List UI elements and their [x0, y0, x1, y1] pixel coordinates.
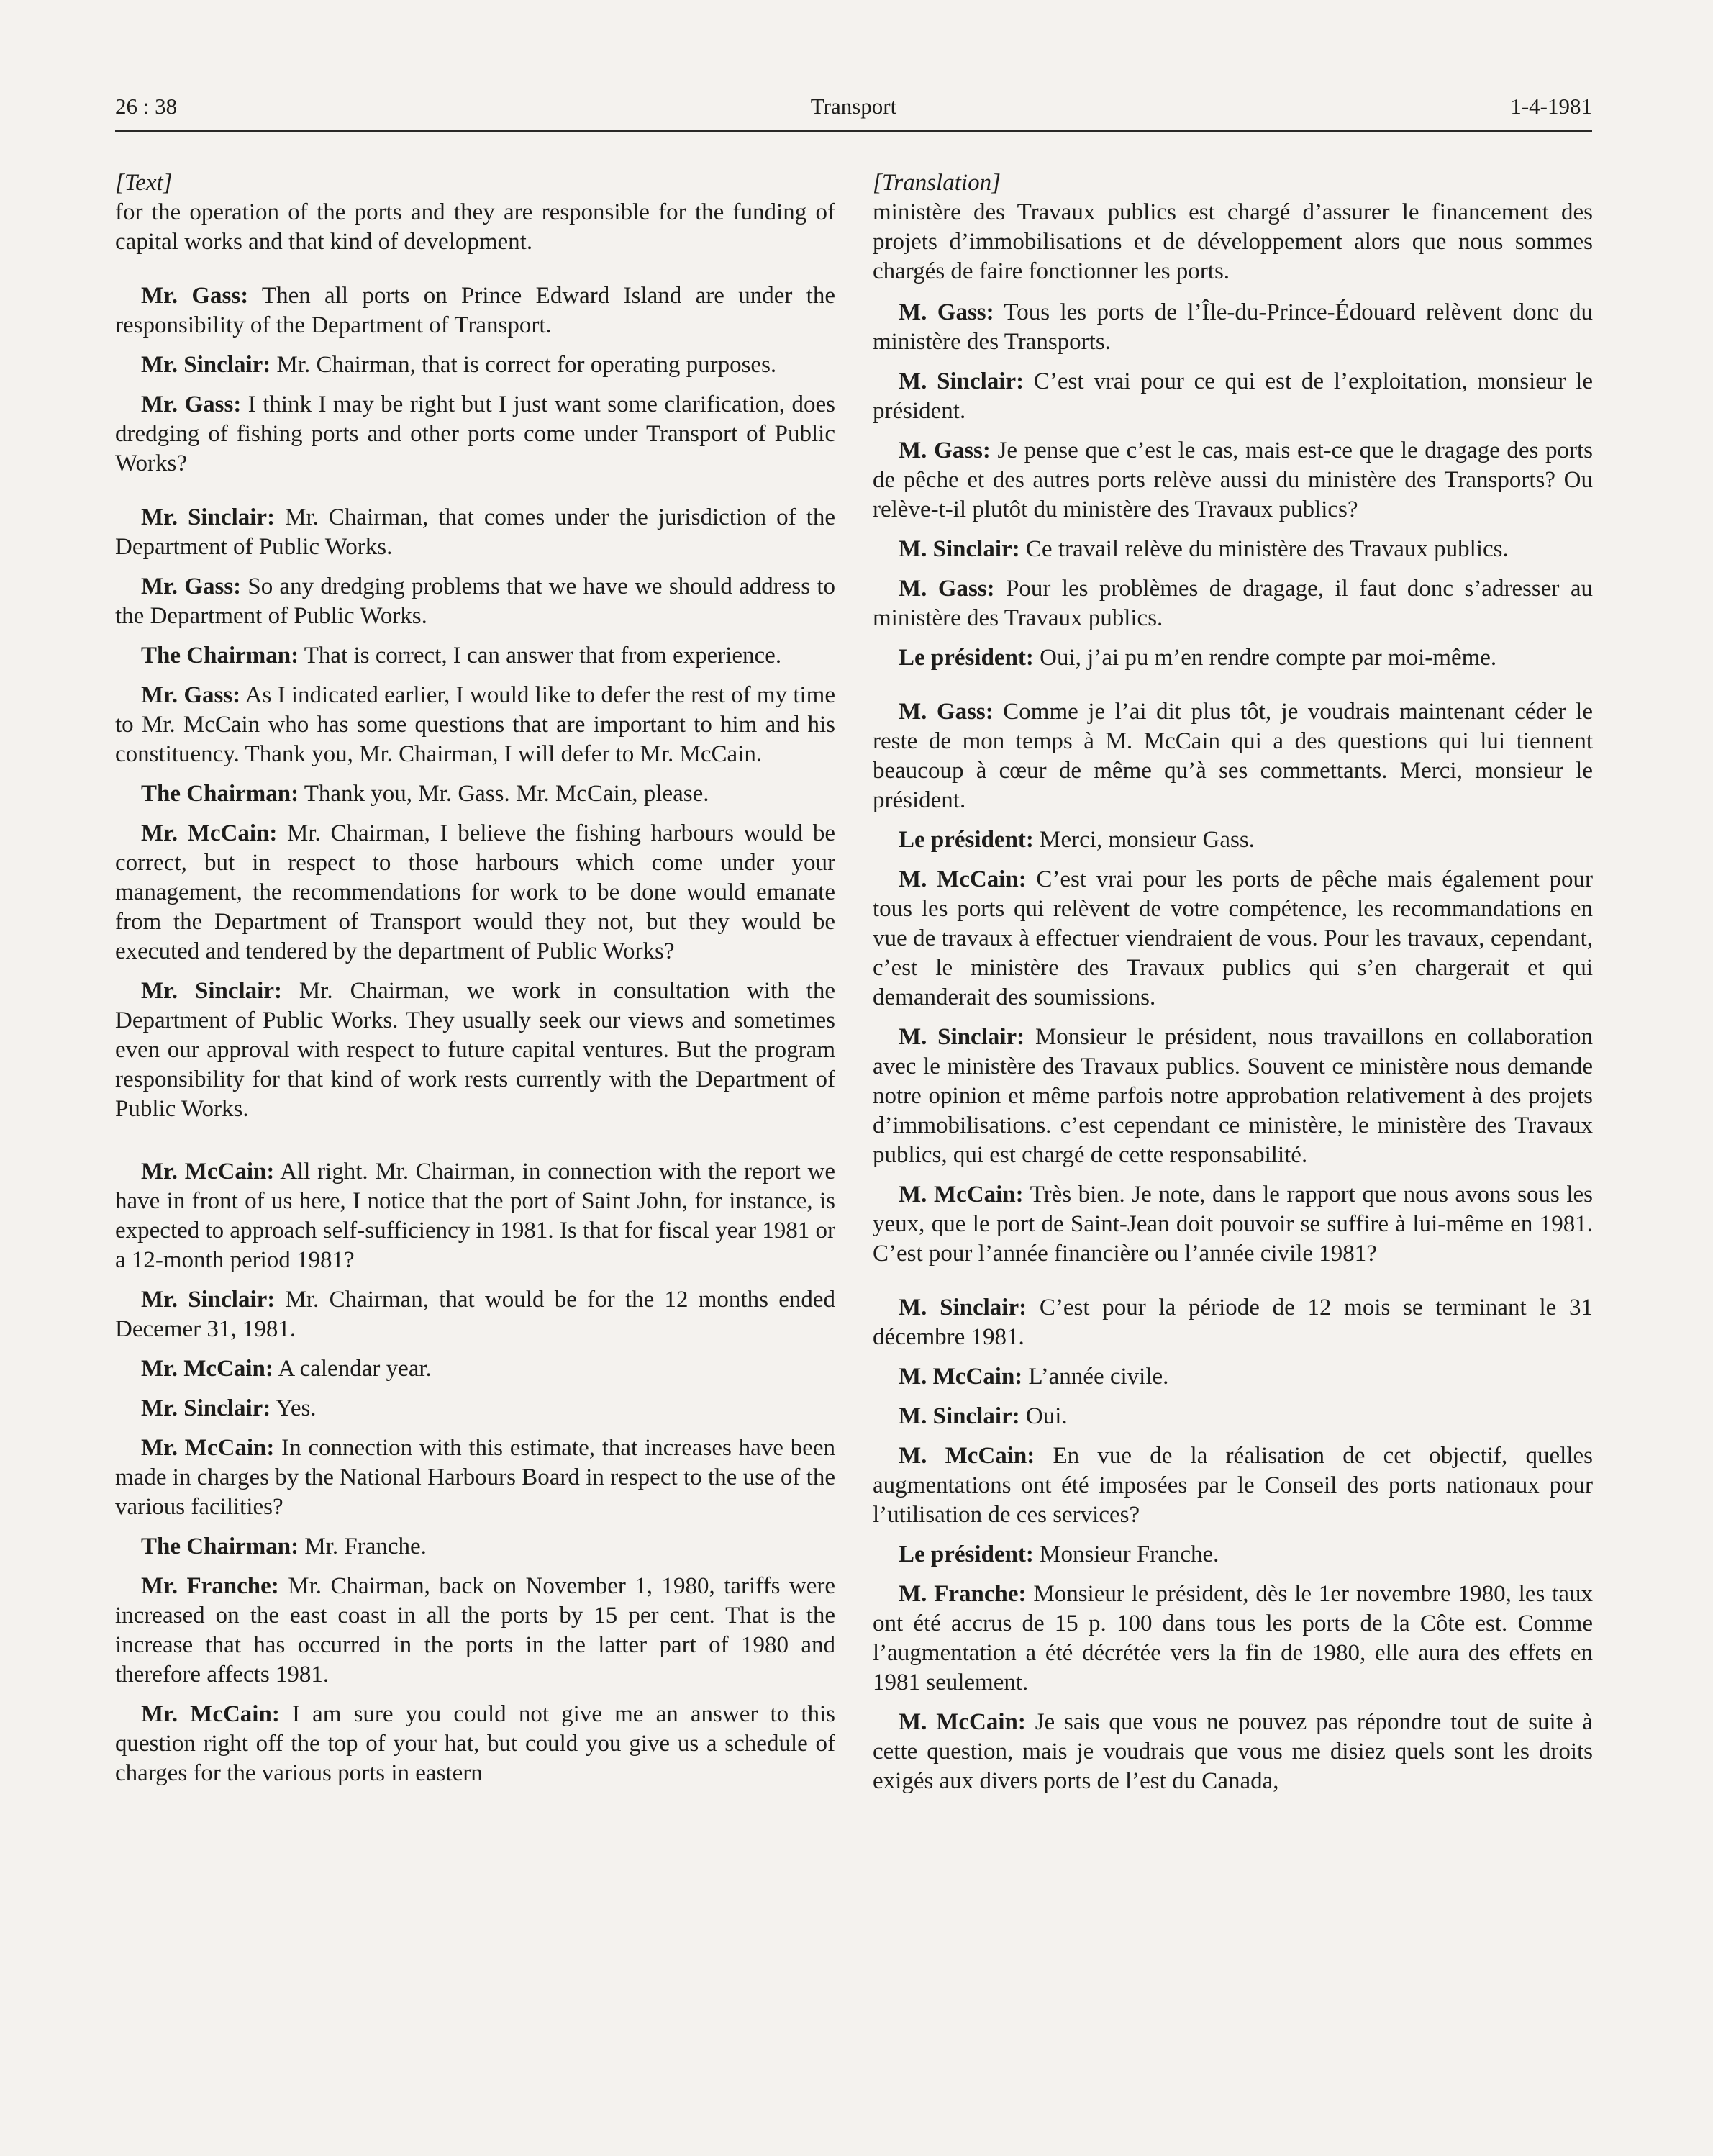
speech-text: Mr. Chairman, I believe the fishing harbours would be correct, but in respect to those harbours which come under your management, the recommendations for work to be done would emanate from the Department of Transport would they not, but they would be executed and tendered by the department of Public Works?: [115, 820, 835, 964]
transcript-paragraph: [115, 1572, 835, 1690]
column-tag-text: [Text]: [115, 170, 173, 196]
speaker-name: M. Gass:: [899, 438, 991, 463]
transcript-paragraph: [873, 198, 1593, 286]
speech-text: That is correct, I can answer that from experience.: [299, 643, 782, 669]
speech-text: Yes.: [271, 1395, 317, 1421]
transcript-paragraph: [115, 1532, 835, 1562]
transcript-paragraph: [873, 574, 1593, 633]
speech-text: All right. Mr. Chairman, in connection with the report we have in front of us here, I notice that the port of Saint John, for instance, is expected to approach self-sufficiency in 1981. Is that for fiscal year 1981 or a 12-month period 1981?: [115, 1159, 835, 1273]
speaker-name: Mr. Gass:: [141, 283, 249, 309]
transcript-paragraph: [873, 825, 1593, 855]
speech-text: I think I may be right but I just want some clarification, does dredging of fishing ports and other ports come under Transport of Public Works?: [115, 391, 835, 476]
speaker-name: Le président:: [899, 827, 1034, 853]
speaker-name: Mr. McCain:: [141, 1701, 280, 1727]
transcript-paragraph: [115, 572, 835, 631]
speaker-name: Mr. Sinclair:: [141, 504, 276, 530]
page-date: 1-4-1981: [1510, 94, 1592, 119]
speech-text: In connection with this estimate, that increases have been made in charges by the National Harbours Board in respect to the use of the various facilities?: [115, 1435, 835, 1520]
speaker-name: M. McCain:: [899, 1182, 1024, 1208]
speech-text: Ce travail relève du ministère des Travaux publics.: [1019, 536, 1509, 562]
transcript-paragraph: [115, 1354, 835, 1384]
transcript-paragraph: [115, 819, 835, 966]
speech-text: Pour les problèmes de dragage, il faut donc s’adresser au ministère des Travaux publics.: [873, 576, 1593, 631]
speech-text: L’année civile.: [1022, 1364, 1169, 1390]
transcript-paragraph: [115, 390, 835, 479]
speech-text: Mr. Chairman, that would be for the 12 months ended Decemer 31, 1981.: [115, 1287, 835, 1342]
speech-text: Oui.: [1019, 1403, 1068, 1429]
transcript-paragraph: [873, 1402, 1593, 1431]
speaker-name: Mr. Gass:: [141, 391, 242, 417]
speaker-name: The Chairman:: [141, 643, 299, 669]
speech-text: C’est pour la période de 12 mois se terminant le 31 décembre 1981.: [873, 1295, 1593, 1350]
speaker-name: Le président:: [899, 645, 1034, 671]
transcript-paragraph: [115, 281, 835, 340]
speech-text: ministère des Travaux publics est chargé d’assurer le financement des projets d’immobilisations et de développement alors que nous sommes chargés de faire fonctionner les ports.: [873, 199, 1593, 284]
speaker-name: Mr. Franche:: [141, 1573, 279, 1599]
transcript-paragraph: [873, 298, 1593, 357]
speaker-name: M. Sinclair:: [899, 368, 1024, 394]
transcript-paragraph: [873, 1540, 1593, 1570]
left-column-english: [115, 168, 835, 1798]
speaker-name: Mr. Sinclair:: [141, 352, 271, 378]
transcript-paragraph: [115, 1285, 835, 1344]
column-tag-translation: [Translation]: [873, 170, 1001, 196]
transcript-paragraph: [115, 503, 835, 562]
transcript-paragraph: [115, 1433, 835, 1522]
speech-text: So any dredging problems that we have we should address to the Department of Public Works.: [115, 574, 835, 629]
speaker-name: Mr. Sinclair:: [141, 1287, 276, 1313]
speech-text: for the operation of the ports and they are responsible for the funding of capital works and that kind of development.: [115, 199, 835, 255]
speech-text: A calendar year.: [273, 1356, 432, 1382]
transcript-paragraph: [873, 865, 1593, 1013]
speaker-name: M. Sinclair:: [899, 1024, 1025, 1050]
speaker-name: Le président:: [899, 1541, 1034, 1567]
speech-text: Mr. Chairman, that comes under the jurisdiction of the Department of Public Works.: [115, 504, 835, 560]
transcript-paragraph: [115, 1157, 835, 1275]
speech-text: Mr. Chairman, that is correct for operating purposes.: [271, 352, 777, 378]
speaker-name: M. McCain:: [899, 1443, 1035, 1469]
speech-text: Mr. Franche.: [299, 1534, 427, 1559]
speech-text: As I indicated earlier, I would like to defer the rest of my time to Mr. McCain who has some questions that are important to him and his constituency. Thank you, Mr. Chairman, I will defer to Mr. McCain.: [115, 682, 835, 767]
speech-text: Then all ports on Prince Edward Island are under the responsibility of the Department of Transport.: [115, 283, 835, 338]
speech-text: Monsieur le président, dès le 1er novembre 1980, les taux ont été accrus de 15 p. 100 dans tous les ports de la Côte est. Comme l’augmentation a été décrétée vers la fin de 1980, elle aura des effets en 1981 seulement.: [873, 1581, 1593, 1695]
speaker-name: Mr. McCain:: [141, 1435, 275, 1461]
transcript-paragraph: [115, 198, 835, 257]
speaker-name: Mr. Gass:: [141, 574, 242, 599]
speaker-name: The Chairman:: [141, 1534, 299, 1559]
transcript-paragraph: [873, 1441, 1593, 1530]
speech-text: I am sure you could not give me an answer to this question right off the top of your hat, but could you give us a schedule of charges for the various ports in eastern: [115, 1701, 835, 1786]
transcript-paragraph: [873, 643, 1593, 673]
transcript-paragraph: [115, 1700, 835, 1788]
speaker-name: Mr. Sinclair:: [141, 1395, 271, 1421]
transcript-paragraph: [873, 535, 1593, 564]
speaker-name: M. Sinclair:: [899, 1403, 1020, 1429]
speech-text: Thank you, Mr. Gass. Mr. McCain, please.: [299, 781, 709, 807]
speech-text: C’est vrai pour ce qui est de l’exploitation, monsieur le président.: [873, 368, 1593, 424]
speech-text: Monsieur le président, nous travaillons en collaboration avec le ministère des Travaux publics. Souvent ce ministère nous demande notre opinion et même parfois notre approbation relativement à des projets d’immobilisations. c’est cependant ce ministère, le ministère des Travaux publics, qui est chargé de cette responsabilité.: [873, 1024, 1593, 1168]
speaker-name: M. Sinclair:: [899, 536, 1020, 562]
transcript-paragraph: [115, 779, 835, 809]
speaker-name: M. Gass:: [899, 299, 994, 325]
speech-text: Mr. Chairman, back on November 1, 1980, tariffs were increased on the east coast in all the ports by 15 per cent. That is the increase that has occurred in the ports in the latter part of 1980 and therefore affects 1981.: [115, 1573, 836, 1688]
speech-text: Tous les ports de l’Île-du-Prince-Édouard relèvent donc du ministère des Transports.: [873, 299, 1593, 355]
speaker-name: M. Sinclair:: [899, 1295, 1027, 1321]
transcript-paragraph: [115, 977, 835, 1124]
transcript-paragraph: [873, 1580, 1593, 1698]
transcript-paragraph: [115, 1394, 835, 1423]
speech-text: Merci, monsieur Gass.: [1033, 827, 1255, 853]
speech-text: Très bien. Je note, dans le rapport que nous avons sous les yeux, que le port de Saint-Jean doit pouvoir se suffire à lui-même en 1981. C’est pour l’année financière ou l’année civile 1981?: [873, 1182, 1593, 1267]
transcript-paragraph: [873, 367, 1593, 426]
speaker-name: M. McCain:: [899, 866, 1027, 892]
speech-text: Monsieur Franche.: [1033, 1541, 1219, 1567]
speaker-name: M. McCain:: [899, 1709, 1026, 1735]
speaker-name: Mr. McCain:: [141, 820, 278, 846]
speaker-name: Mr. McCain:: [141, 1356, 273, 1382]
speaker-name: Mr. Sinclair:: [141, 978, 282, 1004]
speech-text: Comme je l’ai dit plus tôt, je voudrais maintenant céder le reste de mon temps à M. McCain qui a des questions qui lui tiennent beaucoup à cœur de même qu’à ses commettants. Merci, monsieur le président.: [873, 699, 1593, 813]
running-title: Transport: [810, 94, 897, 119]
page-number: 26 : 38: [115, 94, 178, 119]
speaker-name: M. Franche:: [899, 1581, 1027, 1607]
speech-text: Oui, j’ai pu m’en rendre compte par moi-même.: [1033, 645, 1497, 671]
speech-text: En vue de la réalisation de cet objectif, quelles augmentations ont été imposées par le Conseil des ports nationaux pour l’utilisation de ces services?: [873, 1443, 1593, 1528]
transcript-paragraph: [873, 1293, 1593, 1352]
speaker-name: M. Gass:: [899, 699, 994, 725]
speech-text: Je sais que vous ne pouvez pas répondre tout de suite à cette question, mais je voudrais que vous me disiez quels sont les droits exigés aux divers ports de l’est du Canada,: [873, 1709, 1593, 1794]
speaker-name: M. Gass:: [899, 576, 995, 602]
speaker-name: M. McCain:: [899, 1364, 1023, 1390]
speaker-name: Mr. McCain:: [141, 1159, 275, 1185]
transcript-paragraph: [873, 1180, 1593, 1269]
transcript-paragraph: [873, 1023, 1593, 1170]
speaker-name: The Chairman:: [141, 781, 299, 807]
transcript-paragraph: [873, 436, 1593, 525]
speech-text: C’est vrai pour les ports de pêche mais également pour tous les ports qui relèvent de votre compétence, les recommandations en vue de travaux à effectuer viendraient de vous. Pour les travaux, cependant, c’est le ministère des Travaux publics qui s’en chargerait et qui demanderait des soumissions.: [873, 866, 1593, 1010]
speech-text: Je pense que c’est le cas, mais est-ce que le dragage des ports de pêche et des autres ports relève aussi du ministère des Transports? Ou relève-t-il plutôt du ministère des Travaux publics?: [873, 438, 1593, 522]
speaker-name: Mr. Gass:: [141, 682, 241, 708]
right-column-french: [873, 168, 1593, 1806]
transcript-paragraph: [115, 350, 835, 380]
transcript-paragraph: [115, 681, 835, 769]
speech-text: Mr. Chairman, we work in consultation with the Department of Public Works. They usually seek our views and sometimes even our approval with respect to future capital ventures. But the program responsibility for that kind of work rests currently with the Department of Public Works.: [115, 978, 835, 1122]
transcript-paragraph: [873, 697, 1593, 815]
transcript-paragraph: [873, 1362, 1593, 1392]
page-header: [115, 92, 1592, 132]
transcript-paragraph: [115, 641, 835, 671]
transcript-paragraph: [873, 1708, 1593, 1796]
